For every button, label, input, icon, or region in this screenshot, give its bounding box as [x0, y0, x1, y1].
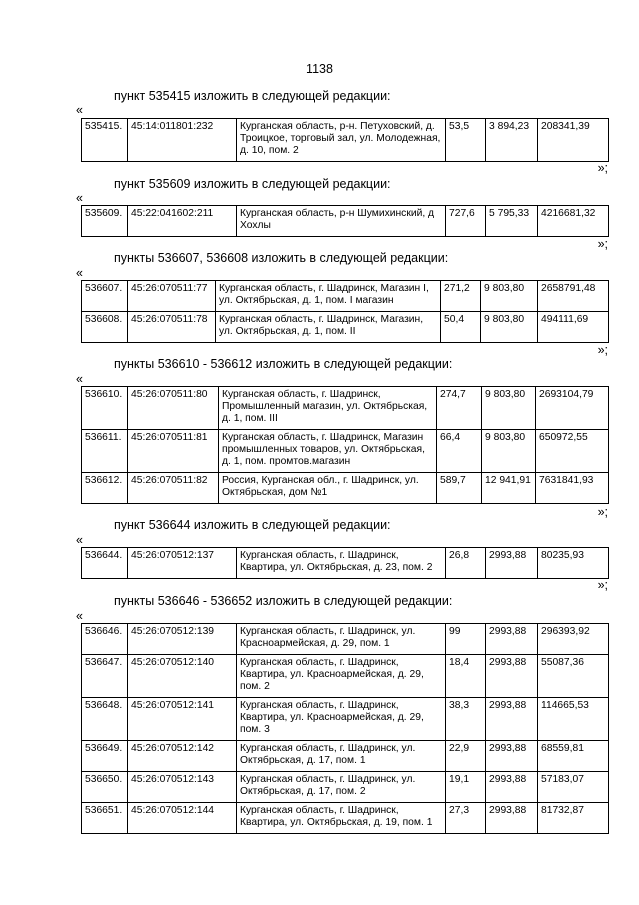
cadastral-number: 45:26:070511:80	[128, 387, 219, 430]
table-row	[82, 655, 609, 698]
area: 66,4	[437, 430, 482, 473]
section-heading: пункты 536607, 536608 изложить в следующей редакции:	[114, 251, 449, 265]
price: 2993,88	[486, 698, 538, 741]
entry-table	[81, 386, 609, 504]
price: 2993,88	[486, 803, 538, 834]
address: Курганская область, г. Шадринск, Магазин I, ул. Октябрьская, д. 1, пом. I магазин	[216, 281, 441, 312]
cadastral-number: 45:14:011801:232	[128, 119, 237, 162]
value: 114665,53	[538, 698, 609, 741]
price: 3 894,23	[486, 119, 538, 162]
value: 55087,36	[538, 655, 609, 698]
row-number: 536612.	[82, 473, 128, 504]
value: 68559,81	[538, 741, 609, 772]
section-heading: пункты 536610 - 536612 изложить в следующей редакции:	[114, 357, 453, 371]
table-row	[82, 803, 609, 834]
cadastral-number: 45:26:070511:77	[128, 281, 216, 312]
row-number: 536648.	[82, 698, 128, 741]
address: Курганская область, р-н Шумихинский, д Хохлы	[237, 206, 446, 237]
area: 26,8	[446, 548, 486, 579]
address: Курганская область, г. Шадринск, Магазин, ул. Октябрьская, д. 1, пом. II	[216, 312, 441, 343]
value: 80235,93	[538, 548, 609, 579]
table-row	[82, 387, 609, 430]
area: 99	[446, 624, 486, 655]
closing-quote: »;	[597, 505, 608, 519]
price: 2993,88	[486, 548, 538, 579]
row-number: 536607.	[82, 281, 128, 312]
table-row	[82, 430, 609, 473]
entry-table	[81, 547, 609, 579]
price: 9 803,80	[482, 387, 536, 430]
row-number: 536646.	[82, 624, 128, 655]
price: 2993,88	[486, 772, 538, 803]
value: 208341,39	[538, 119, 609, 162]
price: 2993,88	[486, 741, 538, 772]
area: 19,1	[446, 772, 486, 803]
row-number: 535415.	[82, 119, 128, 162]
table-row	[82, 741, 609, 772]
cadastral-number: 45:26:070512:143	[128, 772, 237, 803]
value: 57183,07	[538, 772, 609, 803]
row-number: 536649.	[82, 741, 128, 772]
area: 271,2	[441, 281, 481, 312]
opening-quote: «	[76, 533, 83, 547]
row-number: 536647.	[82, 655, 128, 698]
closing-quote: »;	[597, 237, 608, 251]
table-row	[82, 119, 609, 162]
value: 2693104,79	[536, 387, 609, 430]
value: 2658791,48	[538, 281, 609, 312]
address: Курганская область, г. Шадринск, ул. Октябрьская, д. 17, пом. 1	[237, 741, 446, 772]
price: 9 803,80	[482, 430, 536, 473]
opening-quote: «	[76, 191, 83, 205]
cadastral-number: 45:26:070512:144	[128, 803, 237, 834]
table-row	[82, 473, 609, 504]
table-row	[82, 281, 609, 312]
row-number: 536611.	[82, 430, 128, 473]
area: 727,6	[446, 206, 486, 237]
address: Курганская область, г. Шадринск, Промышленный магазин, ул. Октябрьская, д. 1, пом. III	[219, 387, 437, 430]
price: 5 795,33	[486, 206, 538, 237]
row-number: 536650.	[82, 772, 128, 803]
closing-quote: »;	[597, 161, 608, 175]
address: Курганская область, г. Шадринск, Квартира, ул. Октябрьская, д. 23, пом. 2	[237, 548, 446, 579]
address: Курганская область, г. Шадринск, Квартира, ул. Красноармейская, д. 29, пом. 3	[237, 698, 446, 741]
opening-quote: «	[76, 372, 83, 386]
price: 9 803,80	[481, 281, 538, 312]
opening-quote: «	[76, 266, 83, 280]
value: 7631841,93	[536, 473, 609, 504]
price: 2993,88	[486, 655, 538, 698]
table-row	[82, 772, 609, 803]
cadastral-number: 45:26:070512:137	[128, 548, 237, 579]
area: 53,5	[446, 119, 486, 162]
value: 650972,55	[536, 430, 609, 473]
area: 38,3	[446, 698, 486, 741]
value: 296393,92	[538, 624, 609, 655]
address: Курганская область, р-н. Петуховский, д. Троицкое, торговый зал, ул. Молодежная, д. 10, пом. 2	[237, 119, 446, 162]
cadastral-number: 45:26:070512:142	[128, 741, 237, 772]
table-row	[82, 312, 609, 343]
cadastral-number: 45:22:041602:211	[128, 206, 237, 237]
table-row	[82, 206, 609, 237]
price: 2993,88	[486, 624, 538, 655]
section-heading: пункт 535609 изложить в следующей редакции:	[114, 177, 391, 191]
cadastral-number: 45:26:070511:81	[128, 430, 219, 473]
cadastral-number: 45:26:070512:140	[128, 655, 237, 698]
area: 50,4	[441, 312, 481, 343]
address: Курганская область, г. Шадринск, Квартира, ул. Октябрьская, д. 19, пом. 1	[237, 803, 446, 834]
table-row	[82, 624, 609, 655]
address: Курганская область, г. Шадринск, Квартира, ул. Красноармейская, д. 29, пом. 2	[237, 655, 446, 698]
opening-quote: «	[76, 609, 83, 623]
entry-table	[81, 118, 609, 162]
area: 274,7	[437, 387, 482, 430]
address: Курганская область, г. Шадринск, ул. Красноармейская, д. 29, пом. 1	[237, 624, 446, 655]
cadastral-number: 45:26:070512:141	[128, 698, 237, 741]
address: Курганская область, г. Шадринск, ул. Октябрьская, д. 17, пом. 2	[237, 772, 446, 803]
closing-quote: »;	[597, 578, 608, 592]
area: 27,3	[446, 803, 486, 834]
value: 81732,87	[538, 803, 609, 834]
table-row	[82, 698, 609, 741]
area: 589,7	[437, 473, 482, 504]
table-row	[82, 548, 609, 579]
section-heading: пункт 535415 изложить в следующей редакции:	[114, 89, 391, 103]
row-number: 536644.	[82, 548, 128, 579]
section-heading: пункт 536644 изложить в следующей редакции:	[114, 518, 391, 532]
row-number: 536651.	[82, 803, 128, 834]
page-number: 1138	[306, 62, 333, 76]
row-number: 536608.	[82, 312, 128, 343]
area: 22,9	[446, 741, 486, 772]
row-number: 536610.	[82, 387, 128, 430]
cadastral-number: 45:26:070512:139	[128, 624, 237, 655]
value: 494111,69	[538, 312, 609, 343]
entry-table	[81, 205, 609, 237]
cadastral-number: 45:26:070511:82	[128, 473, 219, 504]
area: 18,4	[446, 655, 486, 698]
opening-quote: «	[76, 103, 83, 117]
price: 12 941,91	[482, 473, 536, 504]
value: 4216681,32	[538, 206, 609, 237]
address: Россия, Курганская обл., г. Шадринск, ул. Октябрьская, дом №1	[219, 473, 437, 504]
cadastral-number: 45:26:070511:78	[128, 312, 216, 343]
price: 9 803,80	[481, 312, 538, 343]
entry-table	[81, 623, 609, 834]
entry-table	[81, 280, 609, 343]
closing-quote: »;	[597, 343, 608, 357]
address: Курганская область, г. Шадринск, Магазин промышленных товаров, ул. Октябрьская, д. 1, пом. промтов.магазин	[219, 430, 437, 473]
section-heading: пункты 536646 - 536652 изложить в следующей редакции:	[114, 594, 453, 608]
row-number: 535609.	[82, 206, 128, 237]
